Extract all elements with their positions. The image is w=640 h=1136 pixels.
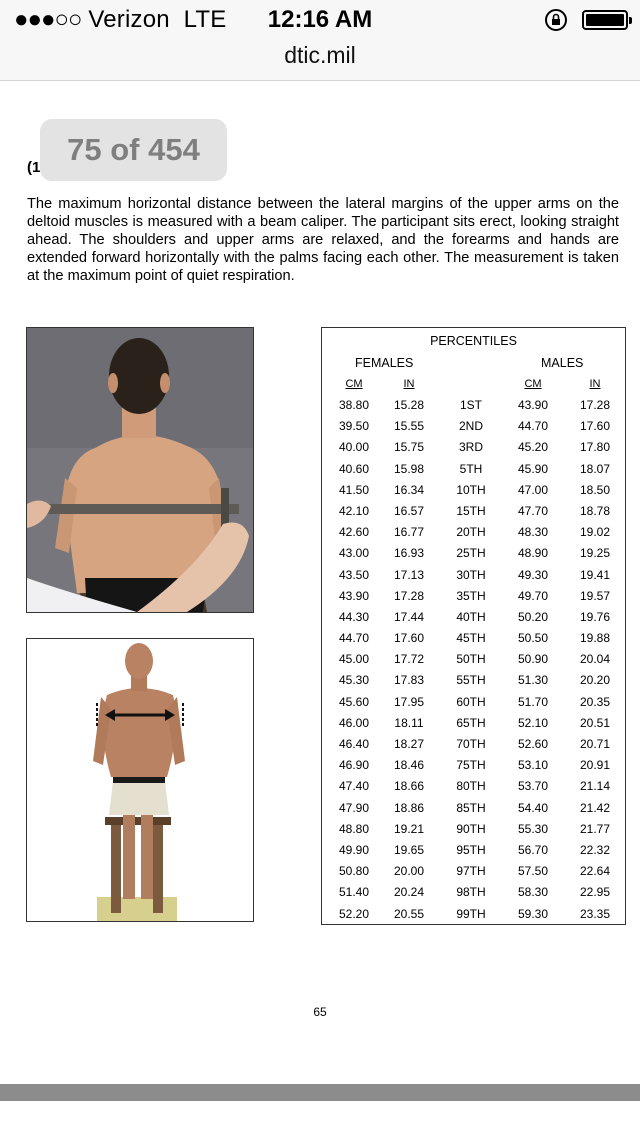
male-in-cell: 17.80 [579,440,611,455]
female-cm-cell: 38.80 [338,398,370,412]
female-in-cell: 19.21 [393,821,425,836]
male-cm-cell: 53.10 [517,758,549,773]
female-in-cell: 18.27 [393,737,425,751]
female-in-cell: 16.57 [393,503,425,518]
percentile-cell: 50TH [456,652,486,667]
male-cm-cell: 45.90 [517,461,549,476]
table-row [322,586,625,607]
female-cm-cell: 48.80 [338,821,370,836]
female-cm-cell: 43.00 [338,546,370,561]
male-in-cell: 22.95 [579,885,611,900]
status-bar [0,0,640,81]
female-in-cell: 16.93 [393,546,425,561]
male-cm-cell: 56.70 [517,842,549,857]
signal-strength-icon: ●●●○○ [14,6,82,33]
percentile-cell: 15TH [456,503,486,518]
male-cm-cell: 59.30 [517,906,549,921]
female-in-cell: 16.34 [393,482,425,497]
male-in-cell: 18.78 [579,503,611,518]
percentile-cell: 40TH [456,609,486,624]
female-in-cell: 17.28 [393,588,425,603]
female-in-cell: 20.55 [393,906,425,921]
table-row [322,459,625,480]
male-cm-cell: 49.30 [517,567,549,582]
female-cm-cell: 42.10 [338,503,370,518]
percentile-cell: 20TH [456,525,486,540]
table-row [322,543,625,564]
female-in-cell: 16.77 [393,525,425,540]
table-row [322,670,625,691]
table-body [322,395,625,925]
female-cm-cell: 45.60 [338,694,370,709]
table-row [322,628,625,649]
female-in-cell: 19.65 [393,842,425,857]
female-in-cell: 17.60 [393,631,425,646]
male-in-cell: 21.14 [579,779,611,794]
female-cm-cell: 45.30 [338,673,370,688]
male-in-cell: 21.42 [579,800,611,815]
table-row [322,734,625,755]
female-in-cell: 17.44 [393,609,425,624]
female-in-cell: 18.66 [393,779,425,794]
male-cm-cell: 55.30 [517,821,549,836]
female-in-cell: 20.00 [393,864,425,879]
female-cm-cell: 41.50 [338,482,370,497]
percentile-cell: 10TH [456,482,486,497]
clock: 12:16 AM [267,6,373,33]
table-row [322,798,625,819]
female-in-cell: 18.86 [393,800,425,815]
table-row [322,840,625,861]
percentile-cell: 85TH [456,800,486,815]
posture-illustration [26,638,254,922]
male-cm-cell: 48.90 [517,546,549,561]
table-row [322,819,625,840]
percentile-cell: 30TH [456,567,486,582]
table-row [322,501,625,522]
table-row [322,437,625,458]
male-in-cell: 19.41 [579,567,611,582]
page-counter: 75 of 454 [40,119,227,181]
female-in-cell: 15.75 [393,440,425,455]
male-in-cell: 19.88 [579,631,611,646]
percentile-cell: 3RD [458,440,483,455]
female-cm-cell: 47.40 [338,779,370,794]
female-in-cell: 15.98 [393,461,425,476]
female-cm-cell: 47.90 [338,800,370,815]
male-cm-cell: 54.40 [517,800,549,815]
male-in-cell: 19.57 [579,588,611,603]
percentile-cell: 25TH [456,546,486,561]
female-cm-cell: 51.40 [338,885,370,900]
percentile-cell: 97TH [456,864,486,879]
female-in-cell: 17.83 [393,673,425,688]
table-row [322,395,625,416]
table-row [322,904,625,925]
percentile-cell: 80TH [456,779,486,794]
male-in-cell: 20.20 [579,673,611,688]
male-in-cell: 21.77 [579,821,611,836]
measurement-description: The maximum horizontal distance between the lateral margins of the upper arms on the deltoid muscles is measured with a beam caliper. The participant sits erect, looking straight ahead. The shoulders and upper arms are relaxed, and the forearms and hands are extended forward horizontally with the palms facing each other. The measurement is taken at the maximum point of quiet respiration. [27,196,619,284]
percentile-cell: 70TH [456,737,486,751]
female-in-cell: 18.46 [393,758,425,773]
male-cm-cell: 53.70 [517,779,549,794]
network-type: LTE [183,6,227,33]
male-cm-cell: 50.90 [517,652,549,667]
female-in-cell: 18.11 [394,715,424,730]
female-cm-cell: 50.80 [338,864,370,879]
percentile-cell: 75TH [456,758,486,773]
percentile-cell: 45TH [456,631,486,646]
male-in-cell: 18.50 [579,482,611,497]
male-in-cell: 20.91 [579,758,611,773]
male-cm-cell: 50.50 [517,631,549,646]
carrier-name: Verizon [88,6,170,33]
table-row [322,522,625,543]
male-cm-cell: 44.70 [517,419,549,434]
female-cm-cell: 46.90 [338,758,370,773]
male-in-cell: 19.76 [579,609,611,624]
male-cm-cell: 49.70 [517,588,549,603]
female-cm-cell: 44.70 [338,631,370,646]
battery-icon [582,10,628,30]
male-in-cell: 20.71 [579,737,611,751]
percentile-cell: 5TH [459,461,483,476]
table-row [322,882,625,903]
percentile-cell: 60TH [456,694,486,709]
female-cm-cell: 39.50 [338,419,370,434]
percentile-cell: 2ND [458,419,483,434]
male-cm-cell: 47.70 [517,503,549,518]
male-in-cell: 20.35 [579,694,611,709]
percentile-cell: 95TH [456,842,486,857]
male-in-cell: 17.28 [579,398,611,412]
table-row [322,713,625,734]
section-number: (1 [27,159,41,176]
male-in-cell: 22.64 [579,864,611,879]
percentile-cell: 35TH [456,588,486,603]
female-in-cell: 17.13 [393,567,425,582]
bottom-toolbar-edge [0,1084,640,1101]
percentile-cell: 99TH [456,906,486,921]
male-in-cell: 22.32 [579,842,611,857]
unit-header: IN [589,378,601,390]
male-cm-cell: 47.00 [517,482,549,497]
table-row [322,416,625,437]
male-in-cell: 19.25 [579,546,611,561]
table-row [322,565,625,586]
table-row [322,755,625,776]
male-cm-cell: 58.30 [517,885,549,900]
table-title: PERCENTILES [430,334,517,348]
male-in-cell: 17.60 [579,419,611,434]
male-cm-cell: 52.10 [517,715,549,730]
unit-header: CM [524,378,542,390]
percentile-cell: 55TH [456,673,486,688]
table-row [322,649,625,670]
females-header: FEMALES [355,356,414,370]
male-cm-cell: 43.90 [517,398,549,412]
female-cm-cell: 44.30 [338,609,370,624]
female-in-cell: 20.24 [393,885,425,900]
male-cm-cell: 57.50 [517,864,549,879]
male-cm-cell: 48.30 [517,525,549,540]
male-cm-cell: 45.20 [517,440,549,455]
female-cm-cell: 49.90 [338,842,370,857]
male-in-cell: 20.51 [579,715,611,730]
female-cm-cell: 40.60 [338,461,370,476]
male-cm-cell: 51.70 [517,694,549,709]
female-cm-cell: 42.60 [338,525,370,540]
female-in-cell: 17.95 [393,694,425,709]
female-cm-cell: 45.00 [338,652,370,667]
table-row [322,692,625,713]
female-cm-cell: 46.00 [338,715,370,730]
rotation-lock-icon [544,8,568,32]
male-cm-cell: 50.20 [517,609,549,624]
percentile-cell: 1ST [459,398,482,412]
measurement-photo [26,327,254,613]
female-cm-cell: 43.50 [338,567,370,582]
female-cm-cell: 43.90 [338,588,370,603]
males-header: MALES [541,356,584,370]
male-in-cell: 20.04 [579,652,611,667]
page-number: 65 [313,1005,327,1019]
female-in-cell: 17.72 [393,652,425,667]
table-row [322,480,625,501]
percentile-cell: 65TH [456,715,486,730]
male-cm-cell: 51.30 [517,673,549,688]
male-in-cell: 23.35 [579,906,611,921]
percentile-cell: 90TH [456,821,486,836]
address-bar-url[interactable]: dtic.mil [284,42,356,68]
status-icons [544,8,628,32]
percentile-cell: 98TH [456,885,486,900]
unit-header: IN [403,378,415,390]
male-in-cell: 19.02 [579,525,611,540]
female-cm-cell: 46.40 [338,737,370,751]
table-row [322,861,625,882]
female-in-cell: 15.55 [393,419,425,434]
female-cm-cell: 52.20 [338,906,370,921]
table-row [322,607,625,628]
female-in-cell: 15.28 [393,398,425,412]
male-cm-cell: 52.60 [517,737,549,751]
percentiles-table [321,327,626,925]
unit-header: CM [345,378,363,390]
table-row [322,776,625,797]
male-in-cell: 18.07 [579,461,611,476]
female-cm-cell: 40.00 [338,440,370,455]
